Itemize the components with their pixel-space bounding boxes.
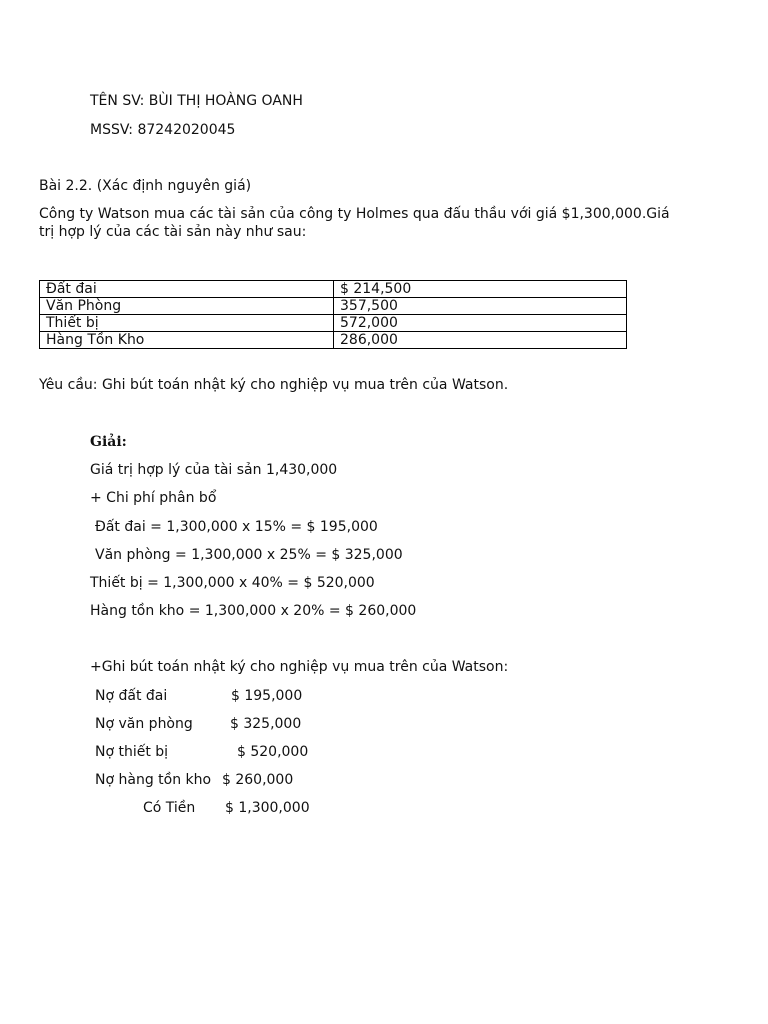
allocation-line: Thiết bị = 1,300,000 x 40% = $ 520,000 bbox=[90, 575, 375, 591]
requirement-text: Yêu cầu: Ghi bút toán nhật ký cho nghiệp vụ mua trên của Watson. bbox=[39, 377, 509, 393]
table-cell-value: 286,000 bbox=[334, 332, 627, 349]
journal-amount: $ 195,000 bbox=[231, 688, 303, 704]
journal-heading: +Ghi bút toán nhật ký cho nghiệp vụ mua trên của Watson: bbox=[90, 659, 509, 675]
solution-heading: Giải: bbox=[90, 434, 127, 450]
allocation-line: Hàng tồn kho = 1,300,000 x 20% = $ 260,000 bbox=[90, 603, 417, 619]
journal-account: Nợ hàng tồn kho bbox=[95, 772, 212, 788]
allocation-heading: + Chi phí phân bổ bbox=[90, 490, 217, 506]
table-row bbox=[40, 315, 627, 332]
journal-amount: $ 520,000 bbox=[237, 744, 309, 760]
journal-account: Nợ văn phòng bbox=[95, 716, 193, 732]
asset-fair-value-table bbox=[39, 280, 627, 349]
table-row bbox=[40, 332, 627, 349]
journal-account: Có Tiền bbox=[143, 800, 196, 816]
exercise-description: Công ty Watson mua các tài sản của công ty Holmes qua đấu thầu với giá $1,300,000.Giá trị hợp lý của các tài sản này như sau: bbox=[39, 206, 670, 240]
exercise-title: Bài 2.2. (Xác định nguyên giá) bbox=[39, 178, 252, 194]
journal-amount: $ 260,000 bbox=[222, 772, 294, 788]
allocation-line: Đất đai = 1,300,000 x 15% = $ 195,000 bbox=[95, 519, 378, 535]
student-id: MSSV: 87242020045 bbox=[90, 122, 236, 138]
table-cell-item: Đất đai bbox=[40, 281, 334, 298]
journal-account: Nợ đất đai bbox=[95, 688, 168, 704]
table-cell-item: Hàng Tồn Kho bbox=[40, 332, 334, 349]
journal-amount: $ 325,000 bbox=[230, 716, 302, 732]
fair-value-text: Giá trị hợp lý của tài sản 1,430,000 bbox=[90, 462, 338, 478]
journal-account: Nợ thiết bị bbox=[95, 744, 169, 760]
table-cell-item: Thiết bị bbox=[40, 315, 334, 332]
table-row bbox=[40, 281, 627, 298]
student-name: TÊN SV: BÙI THỊ HOÀNG OANH bbox=[90, 93, 303, 109]
table-cell-item: Văn Phòng bbox=[40, 298, 334, 315]
table-row bbox=[40, 298, 627, 315]
allocation-line: Văn phòng = 1,300,000 x 25% = $ 325,000 bbox=[95, 547, 403, 563]
table-cell-value: $ 214,500 bbox=[334, 281, 627, 298]
journal-amount: $ 1,300,000 bbox=[225, 800, 310, 816]
table-cell-value: 357,500 bbox=[334, 298, 627, 315]
table-cell-value: 572,000 bbox=[334, 315, 627, 332]
